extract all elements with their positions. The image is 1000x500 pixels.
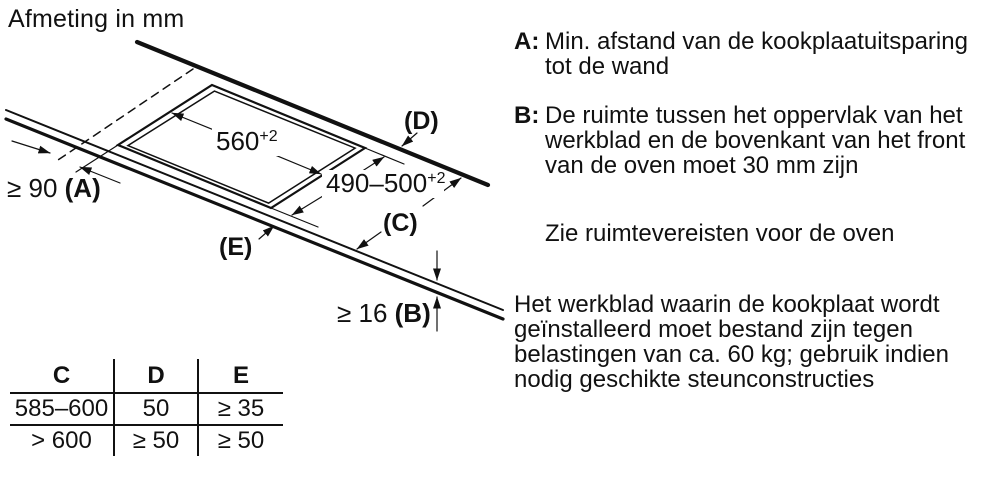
note-oven-text: Zie ruimtevereisten voor de oven <box>545 220 895 247</box>
note-load <box>514 292 949 392</box>
table-cell: ≥ 50 <box>198 425 283 456</box>
cutout-bottom-extension-line <box>271 208 318 227</box>
note-load-line: geïnstalleerd moet bestand zijn tegen <box>514 316 913 343</box>
label-c: (C) <box>383 209 418 237</box>
dimension-table <box>10 359 283 456</box>
table-cell: 50 <box>114 393 198 425</box>
table-header-row <box>10 359 283 393</box>
note-load-line: belastingen van ca. 60 kg; gebruik indien <box>514 341 949 368</box>
note-b-label: B: <box>514 102 540 129</box>
dim-a-text: ≥ 90 (A) <box>7 173 101 203</box>
table-cell: > 600 <box>10 425 114 456</box>
note-load-line: Het werkblad waarin de kookplaat wordt <box>514 291 940 318</box>
note-a <box>514 29 968 79</box>
note-a-line: tot de wand <box>545 53 670 80</box>
note-oven <box>514 221 895 246</box>
table-row <box>10 393 283 425</box>
table-header-d: D <box>114 359 198 393</box>
note-b-line: van de oven moet 30 mm zijn <box>545 152 859 179</box>
page-title: Afmeting in mm <box>8 5 185 33</box>
note-b-line: De ruimte tussen het oppervlak van het <box>545 102 963 129</box>
table-cell: ≥ 50 <box>114 425 198 456</box>
note-b <box>514 103 965 178</box>
note-a-line: Min. afstand van de kookplaatuitsparing <box>545 28 968 55</box>
dim-b-text: ≥ 16 (B) <box>337 298 431 328</box>
note-load-line: nodig geschikte steunconstructies <box>514 366 875 393</box>
dim-560-text: $560^{+2}$ <box>216 126 278 156</box>
note-a-label: A: <box>514 28 540 55</box>
label-d: (D) <box>404 107 439 135</box>
table-header-e: E <box>198 359 283 393</box>
note-b-line: werkblad en de bovenkant van het front <box>545 127 966 154</box>
label-e-leader-arrow <box>259 226 274 239</box>
label-e: (E) <box>219 233 253 261</box>
dim-a-arrow-left <box>12 141 50 153</box>
table-cell: ≥ 35 <box>198 393 283 425</box>
table-header-c: C <box>52 361 71 389</box>
dim-c-arrow-front <box>357 232 381 249</box>
table-cell: 585–600 <box>10 393 114 425</box>
table-row <box>10 425 283 456</box>
dim-490-text: $490-500^{+2}$ <box>326 168 446 198</box>
